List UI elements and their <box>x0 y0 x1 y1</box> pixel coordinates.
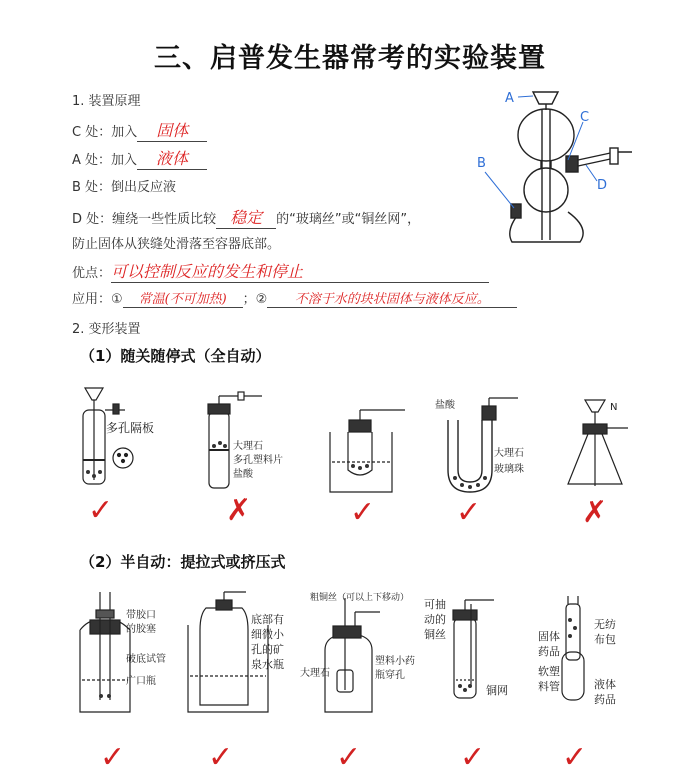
use-answer-1: 常温(不可加热) <box>138 292 227 307</box>
label-d: D <box>597 178 608 193</box>
r2-mark-2: ✓ <box>208 740 234 767</box>
principle-heading: 1. 装置原理 <box>72 94 141 109</box>
r1-d2-label-b: 多孔塑料片 <box>233 455 283 466</box>
r1-d4-label-b: 大理石 <box>494 448 524 459</box>
c-answer: 固体 <box>156 121 189 140</box>
r2-d2-label-d: 泉水瓶 <box>251 658 284 671</box>
d-suffix: 的“玻璃丝”或“铜丝网”， <box>276 212 421 227</box>
r2-d5-label-e: 软塑 <box>538 665 560 678</box>
r1-d2-label-a: 大理石 <box>233 441 263 452</box>
r1-d2-label-c: 盐酸 <box>233 469 253 480</box>
r1-mark-5: ✗ <box>582 495 608 530</box>
d-line2: 防止固体从狭缝处滑落至容器底部。 <box>72 237 281 252</box>
r2-d4-label-d: 铜网 <box>486 684 508 697</box>
r2-d2-label-c: 孔的矿 <box>251 643 284 656</box>
use-mid: ；② <box>242 292 268 307</box>
b-line: B 处：倒出反应液 <box>72 180 177 195</box>
r1-d4-label-c: 玻璃珠 <box>494 464 524 475</box>
r2-d5-label-d: 药品 <box>538 645 560 658</box>
use-answer-2: 不溶于水的块状固体与液体反应。 <box>294 292 490 307</box>
sub-heading-auto: （1）随关随停式（全自动） <box>80 347 271 365</box>
r1-mark-3: ✓ <box>350 495 376 530</box>
r2-d1-label-d: 广口瓶 <box>126 676 156 687</box>
r1-d1-label: 多孔隔板 <box>106 421 155 435</box>
r2-d5-label-c: 固体 <box>538 630 560 643</box>
r2-d3-label-b: 大理石 <box>300 668 330 679</box>
kipp-middle-bulb <box>524 168 568 212</box>
r2-d4-label-a: 可抽 <box>424 598 446 611</box>
adv-prefix: 优点： <box>72 266 112 281</box>
r1-d5-label: N <box>610 402 618 413</box>
adv-answer: 可以控制反应的发生和停止 <box>111 262 304 281</box>
kipp-valve <box>610 148 618 164</box>
r1-mark-2: ✗ <box>226 493 252 528</box>
r2-mark-3: ✓ <box>336 740 362 767</box>
r2-d5-label-f: 料管 <box>538 680 560 693</box>
kipp-stopper <box>566 156 578 172</box>
label-b: B <box>477 156 486 171</box>
d-answer: 稳定 <box>230 208 263 227</box>
r2-mark-1: ✓ <box>100 740 126 767</box>
c-prefix: C 处：加入 <box>72 125 138 140</box>
sub-heading-semi: （2）半自动：提拉式或挤压式 <box>80 553 286 571</box>
a-answer: 液体 <box>156 149 189 168</box>
r2-d5-label-b: 布包 <box>594 633 616 646</box>
r1-d4-label-a: 盐酸 <box>435 400 455 411</box>
page-title: 三、启普发生器常考的实验装置 <box>154 43 546 74</box>
r2-d1-label-a: 带胶口 <box>126 610 156 621</box>
d-prefix: D 处：缠绕一些性质比较 <box>72 212 217 227</box>
r1-mark-1: ✓ <box>88 493 114 528</box>
r2-d5-label-h: 药品 <box>594 693 616 706</box>
r2-d1-label-c: 破底试管 <box>126 654 166 665</box>
label-a: A <box>505 91 514 106</box>
r2-d1-label-b: 的胶塞 <box>126 624 156 635</box>
a-prefix: A 处：加入 <box>72 153 138 168</box>
r1-mark-4: ✓ <box>456 495 482 530</box>
kipp-funnel-top <box>533 92 558 104</box>
r1-d4-u-tube <box>448 420 492 492</box>
r2-d3-label-a: 粗铜丝（可以上下移动） <box>310 593 410 603</box>
r2-mark-4: ✓ <box>460 740 486 767</box>
r2-mark-5: ✓ <box>562 740 588 767</box>
r2-d4-label-b: 动的 <box>424 613 446 626</box>
kipp-upper-bulb <box>518 109 574 161</box>
use-prefix: 应用：① <box>72 292 123 307</box>
r2-d5-label-a: 无纺 <box>594 618 616 631</box>
r2-d3-label-d: 瓶穿孔 <box>375 670 405 681</box>
r2-d4-label-c: 铜丝 <box>424 628 446 641</box>
r2-d2-label-b: 细微小 <box>251 628 284 641</box>
r2-d5-label-g: 液体 <box>594 678 616 691</box>
variant-heading: 2. 变形装置 <box>72 322 141 337</box>
label-c: C <box>580 110 590 125</box>
r2-d3-label-c: 塑料小药 <box>375 656 415 667</box>
r2-d2-label-a: 底部有 <box>251 613 284 626</box>
